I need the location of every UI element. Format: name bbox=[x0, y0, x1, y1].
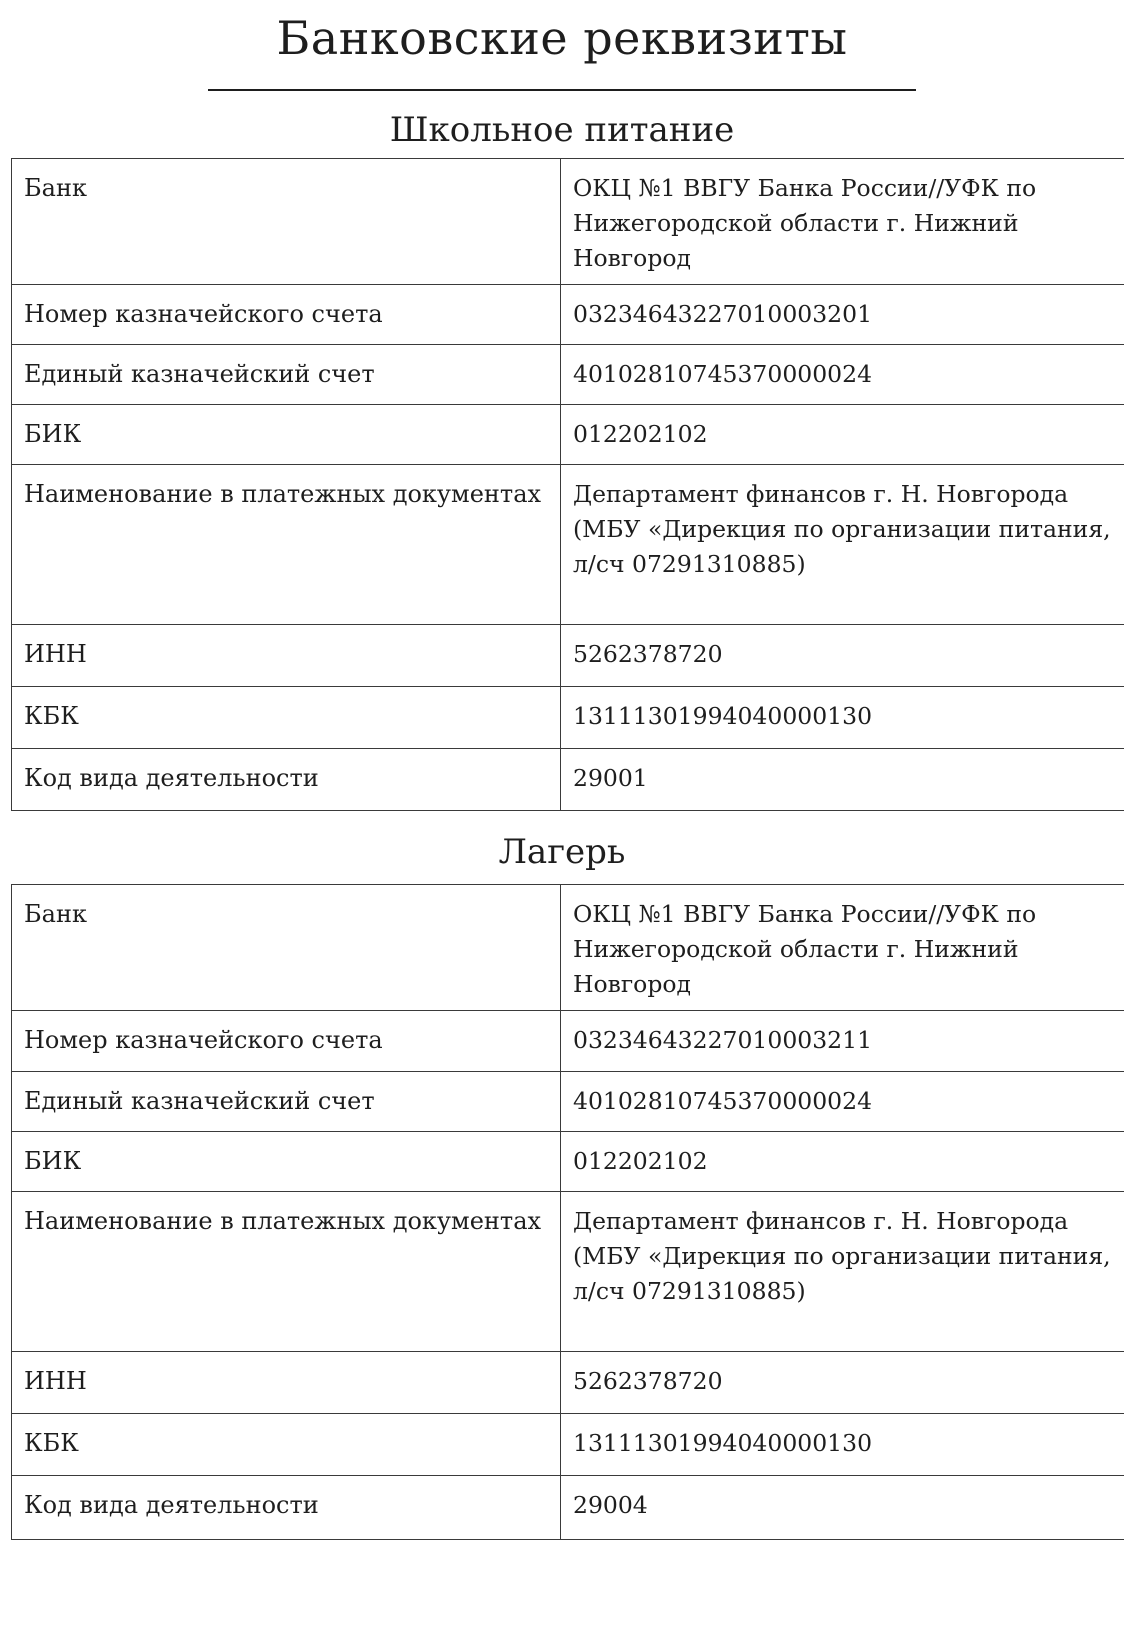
row-label-payee-name: Наименование в платежных документах bbox=[12, 1192, 561, 1352]
table-row bbox=[12, 345, 1124, 405]
row-label-unified-treasury-account: Единый казначейский счет bbox=[12, 345, 561, 405]
row-value-bik: 012202102 bbox=[561, 405, 1124, 465]
requisites-table-school-meals bbox=[11, 158, 1124, 811]
row-label-inn: ИНН bbox=[12, 1352, 561, 1414]
table-row bbox=[12, 285, 1124, 345]
table-row bbox=[12, 1476, 1124, 1540]
table-row bbox=[12, 1132, 1124, 1192]
row-label-bank: Банк bbox=[12, 159, 561, 285]
row-label-activity-code: Код вида деятельности bbox=[12, 749, 561, 811]
page-title: Банковские реквизиты bbox=[276, 11, 848, 65]
table-row bbox=[12, 405, 1124, 465]
table-row bbox=[12, 159, 1124, 285]
table-row bbox=[12, 885, 1124, 1011]
section-title-camp: Лагерь bbox=[498, 832, 626, 872]
row-value-inn: 5262378720 bbox=[561, 625, 1124, 687]
row-label-kbk: КБК bbox=[12, 687, 561, 749]
section-title-school-meals: Школьное питание bbox=[389, 110, 735, 150]
row-label-kbk: КБК bbox=[12, 1414, 561, 1476]
row-value-unified-treasury-account: 40102810745370000024 bbox=[561, 345, 1124, 405]
row-value-kbk: 13111301994040000130 bbox=[561, 687, 1124, 749]
row-label-treasury-account: Номер казначейского счета bbox=[12, 285, 561, 345]
table-row bbox=[12, 749, 1124, 811]
row-value-activity-code: 29001 bbox=[561, 749, 1124, 811]
row-label-treasury-account: Номер казначейского счета bbox=[12, 1011, 561, 1072]
requisites-table-camp bbox=[11, 884, 1124, 1540]
row-label-payee-name: Наименование в платежных документах bbox=[12, 465, 561, 625]
row-label-bik: БИК bbox=[12, 1132, 561, 1192]
row-value-kbk: 13111301994040000130 bbox=[561, 1414, 1124, 1476]
row-value-activity-code: 29004 bbox=[561, 1476, 1124, 1540]
row-value-payee-name: Департамент финансов г. Н. Новгорода (МБУ «Дирекция по организации питания, л/сч 07291310885) bbox=[561, 465, 1124, 625]
row-value-bik: 012202102 bbox=[561, 1132, 1124, 1192]
row-label-inn: ИНН bbox=[12, 625, 561, 687]
row-value-treasury-account: 03234643227010003211 bbox=[561, 1011, 1124, 1072]
row-value-bank: ОКЦ №1 ВВГУ Банка России//УФК по Нижегородской области г. Нижний Новгород bbox=[561, 159, 1124, 285]
row-label-bank: Банк bbox=[12, 885, 561, 1011]
row-label-activity-code: Код вида деятельности bbox=[12, 1476, 561, 1540]
table-row bbox=[12, 687, 1124, 749]
table-row bbox=[12, 1414, 1124, 1476]
row-label-bik: БИК bbox=[12, 405, 561, 465]
row-value-inn: 5262378720 bbox=[561, 1352, 1124, 1414]
table-row bbox=[12, 625, 1124, 687]
table-row bbox=[12, 1011, 1124, 1072]
row-value-payee-name: Департамент финансов г. Н. Новгорода (МБУ «Дирекция по организации питания, л/сч 07291310885) bbox=[561, 1192, 1124, 1352]
table-row bbox=[12, 465, 1124, 625]
table-row bbox=[12, 1352, 1124, 1414]
row-value-bank: ОКЦ №1 ВВГУ Банка России//УФК по Нижегородской области г. Нижний Новгород bbox=[561, 885, 1124, 1011]
row-value-unified-treasury-account: 40102810745370000024 bbox=[561, 1072, 1124, 1132]
table-row bbox=[12, 1192, 1124, 1352]
table-row bbox=[12, 1072, 1124, 1132]
row-value-treasury-account: 03234643227010003201 bbox=[561, 285, 1124, 345]
title-divider bbox=[208, 89, 916, 91]
row-label-unified-treasury-account: Единый казначейский счет bbox=[12, 1072, 561, 1132]
